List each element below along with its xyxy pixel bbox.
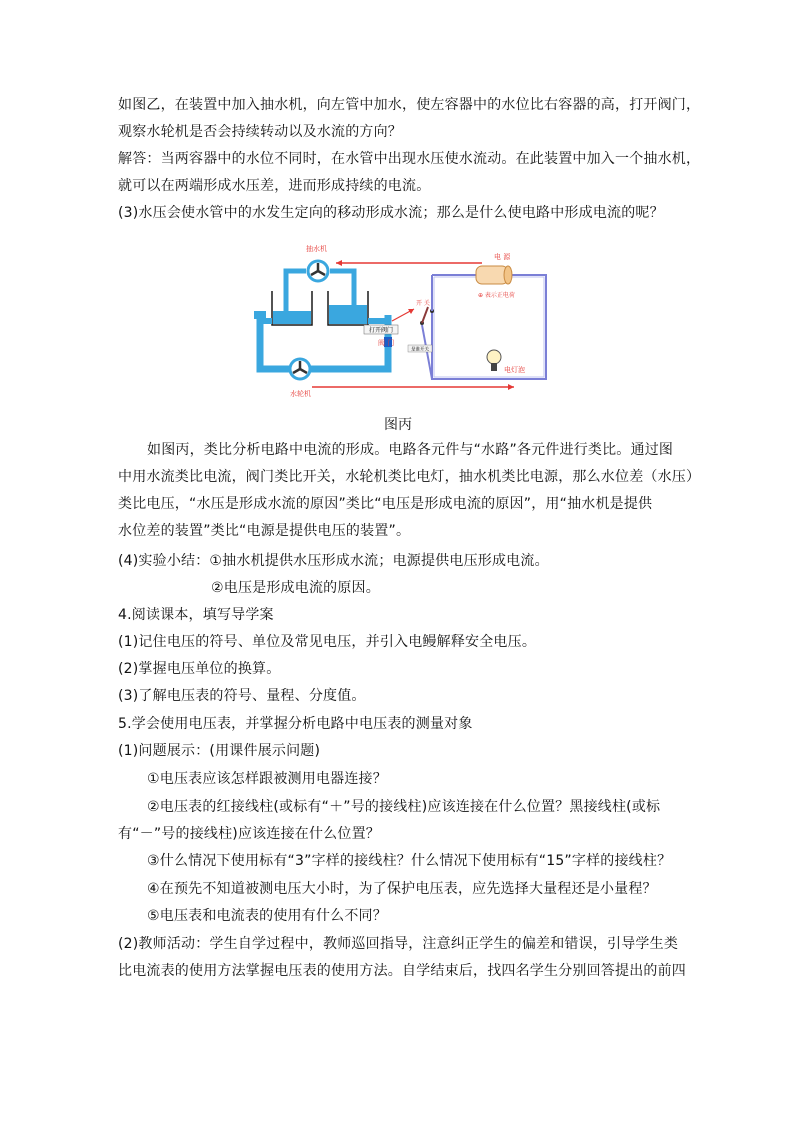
paragraph-line: (2)教师活动：学生自学过程中，教师巡回指导，注意纠正学生的偏差和错误，引导学生类 — [118, 936, 679, 952]
paragraph-line: (1)记住电压的符号、单位及常见电压，并引入电鳗解释安全电压。 — [118, 634, 537, 650]
bulb-icon — [487, 350, 501, 371]
question-item: ⑤电压表和电流表的使用有什么不同？ — [147, 908, 387, 924]
paragraph-line: 如图乙，在装置中加入抽水机，向左管中加水，使左容器中的水位比右容器的高，打开阀门， — [118, 97, 701, 113]
question-item: ④在预先不知道被测电压大小时，为了保护电压表，应先选择大量程还是小量程？ — [147, 881, 657, 897]
paragraph-line: 水位差的装置”类比“电源是提供电压的装置”。 — [118, 523, 411, 539]
paragraph-line: ②电压是形成电流的原因。 — [211, 580, 380, 596]
water-pipe-system — [254, 271, 388, 369]
switch-label: 开 关 — [416, 300, 430, 307]
flow-arrow-bottom — [312, 384, 514, 390]
figure-caption: 图丙 — [384, 417, 412, 433]
bulb-label: 电灯泡 — [504, 366, 525, 374]
water-circuit-analogy-figure — [246, 241, 556, 399]
paragraph-line: 如图丙，类比分析电路中电流的形成。电路各元件与“水路”各元件进行类比。通过图 — [147, 442, 674, 458]
section-heading: 4.阅读课本，填写导学案 — [118, 607, 274, 623]
section-heading: 5.学会使用电压表，并掌握分析电路中电压表的测量对象 — [118, 716, 473, 732]
turbine-label: 水轮机 — [290, 390, 311, 398]
paragraph-line: 类比电压，“水压是形成水流的原因”类比“电压是形成电流的原因”，用“抽水机是提供 — [118, 496, 653, 512]
pump-label: 抽水机 — [306, 245, 327, 253]
paragraph-line: (4)实验小结：①抽水机提供水压形成水流；电源提供电压形成电流。 — [118, 553, 549, 569]
turbine-icon — [290, 359, 310, 379]
question-item: ②电压表的红接线柱(或标有“＋”号的接线柱)应该连接在什么位置？黑接线柱(或标 — [147, 799, 661, 815]
paragraph-line: 就可以在两端形成水压差，进而形成持续的电流。 — [118, 178, 431, 194]
paragraph-line: 解答：当两容器中的水位不同时，在水管中出现水压使水流动。在此装置中加入一个抽水机， — [118, 151, 701, 167]
flow-arrow-cross — [392, 309, 414, 321]
battery-icon — [476, 266, 512, 284]
valve-label: 阀 门 — [378, 339, 395, 347]
paragraph-line: (3)水压会使水管中的水发生定向的移动形成水流；那么是什么使电路中形成电流的呢？ — [118, 205, 664, 221]
question-item: ③什么情况下使用标有“3”字样的接线柱？什么情况下使用标有“15”字样的接线柱？ — [147, 853, 672, 869]
electric-wire — [432, 275, 546, 379]
paragraph-line: (2)掌握电压单位的换算。 — [118, 661, 281, 677]
question-item: 有“－”号的接线柱)应该连接在什么位置？ — [118, 826, 380, 842]
question-item: ①电压表应该怎样跟被测用电器连接？ — [147, 771, 387, 787]
flow-arrow-top — [336, 260, 482, 266]
paragraph-line: 中用水流类比电流，阀门类比开关，水轮机类比电灯，抽水机类比电源，那么水位差（水压） — [118, 469, 701, 485]
paragraph-line: (3)了解电压表的符号、量程、分度值。 — [118, 688, 366, 704]
switch-note: 是谁开关 — [411, 347, 429, 353]
paragraph-line: (1)问题展示：(用课件展示问题) — [118, 743, 321, 759]
power-label: 电 源 — [494, 253, 511, 261]
valve-open-label: 打开阀门 — [368, 327, 394, 334]
paragraph-line: 比电流表的使用方法掌握电压表的使用方法。自学结束后，找四名学生分别回答提出的前四 — [118, 963, 686, 979]
power-note: ⊕ 表示正电荷 — [478, 292, 515, 299]
paragraph-line: 观察水轮机是否会持续转动以及水流的方向？ — [118, 124, 402, 140]
pump-icon — [308, 261, 328, 281]
